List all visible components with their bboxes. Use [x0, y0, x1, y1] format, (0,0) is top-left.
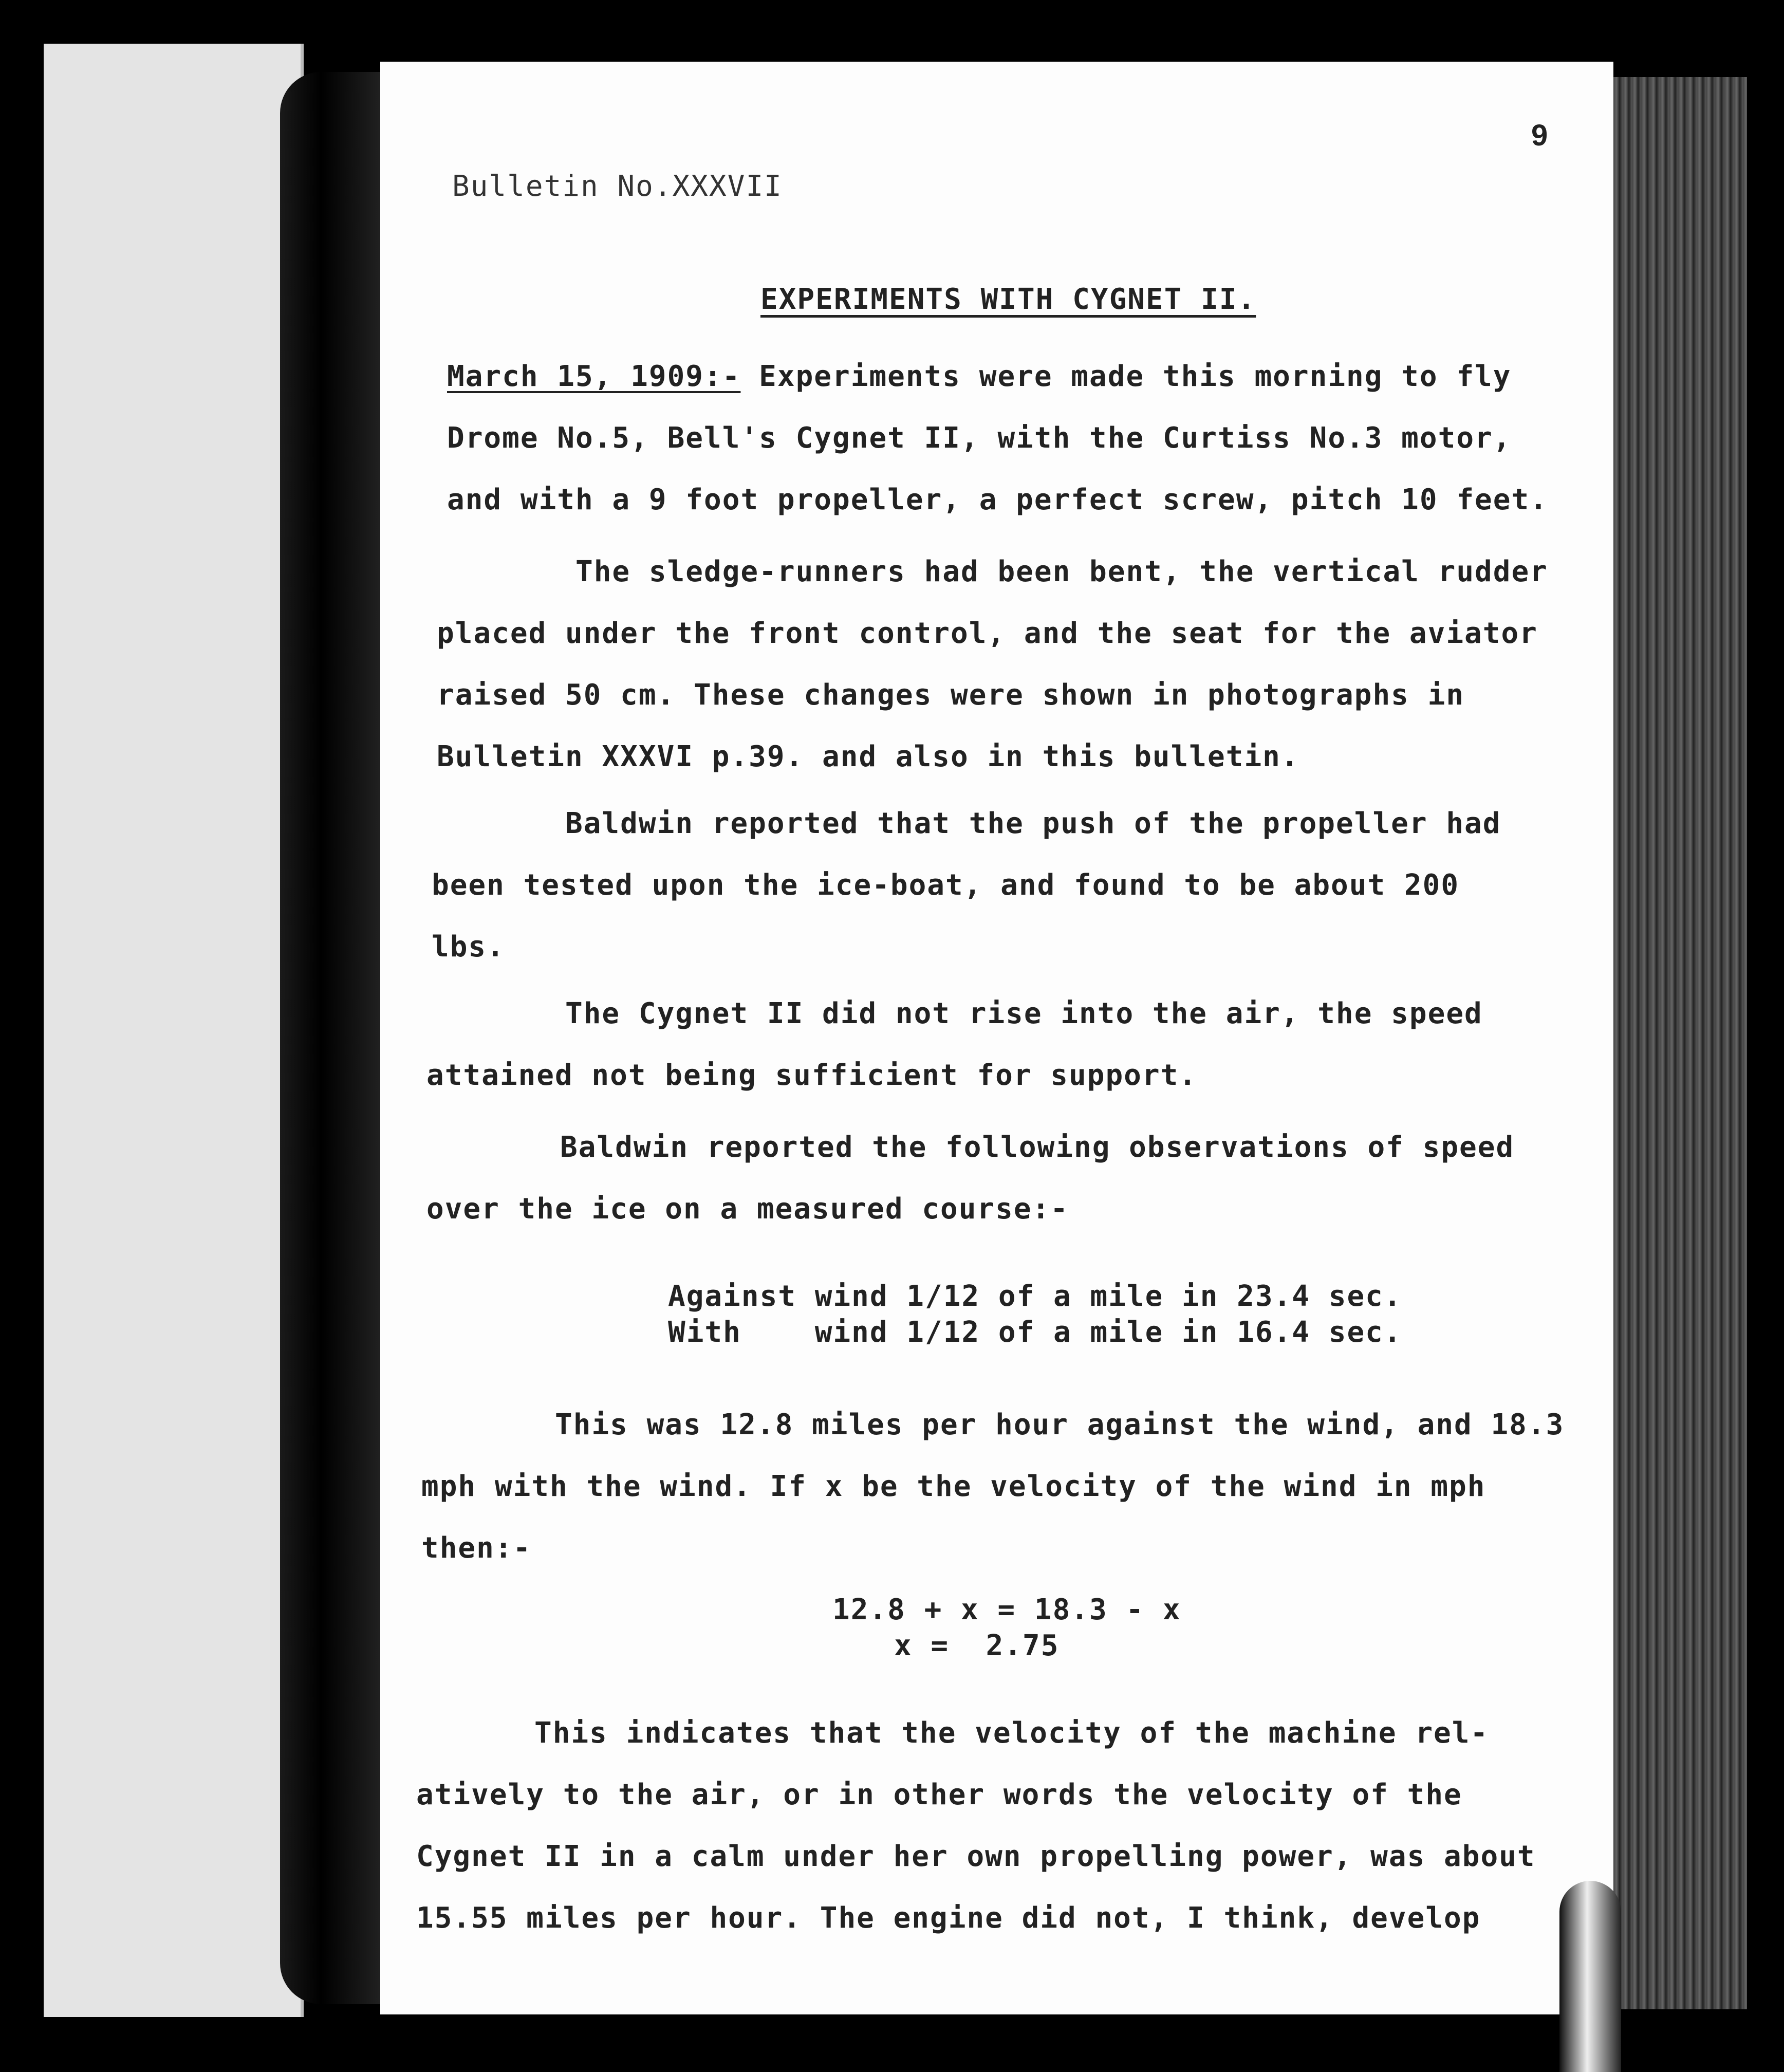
paragraph2-line4: Bulletin XXXVI p.39. and also in this bulletin. — [437, 740, 1299, 773]
book-gutter — [280, 72, 383, 2004]
paragraph1-line3: and with a 9 foot propeller, a perfect screw, pitch 10 feet. — [447, 483, 1548, 516]
pen-tip — [1559, 1881, 1621, 2072]
paragraph3-line2: been tested upon the ice-boat, and found to be about 200 — [432, 868, 1460, 902]
paragraph2-line2: placed under the front control, and the seat for the aviator — [437, 617, 1538, 650]
document-title: EXPERIMENTS WITH CYGNET II. — [760, 283, 1256, 316]
paragraph1-line1-text: Experiments were made this morning to fly — [740, 360, 1512, 393]
entry-date: March 15, 1909:- — [447, 360, 741, 393]
document-page — [380, 62, 1613, 2014]
paragraph2-line1: The sledge-runners had been bent, the vertical rudder — [575, 555, 1548, 588]
page-edges — [1613, 77, 1747, 2009]
equation-line2: x = 2.75 — [894, 1629, 1060, 1662]
speed-row-with: With wind 1/12 of a mile in 16.4 sec. — [668, 1316, 1402, 1349]
paragraph7-line3: Cygnet II in a calm under her own propelling power, was about — [416, 1840, 1536, 1873]
paragraph7-line4: 15.55 miles per hour. The engine did not, I think, develop — [416, 1901, 1481, 1935]
bulletin-header: Bulletin No.XXXVII — [452, 170, 783, 203]
paragraph5-line1: Baldwin reported the following observations of speed — [560, 1131, 1515, 1164]
paragraph3-line3: lbs. — [432, 930, 505, 964]
paragraph4-line1: The Cygnet II did not rise into the air, the speed — [565, 997, 1483, 1030]
paragraph6-line3: then:- — [421, 1531, 532, 1565]
paragraph7-line1: This indicates that the velocity of the machine rel- — [534, 1716, 1489, 1750]
paragraph6-line1: This was 12.8 miles per hour against the wind, and 18.3 — [555, 1408, 1565, 1441]
page-number: 9 — [1531, 119, 1548, 152]
equation-line1: 12.8 + x = 18.3 - x — [832, 1593, 1181, 1626]
paragraph1-line1 — [447, 360, 1511, 393]
facing-page — [44, 44, 304, 2017]
paragraph3-line1: Baldwin reported that the push of the propeller had — [565, 807, 1501, 840]
paragraph2-line3: raised 50 cm. These changes were shown in photographs in — [437, 678, 1465, 712]
paragraph6-line2: mph with the wind. If x be the velocity of the wind in mph — [421, 1470, 1486, 1503]
paragraph1-line2: Drome No.5, Bell's Cygnet II, with the Curtiss No.3 motor, — [447, 421, 1512, 455]
paragraph4-line2: attained not being sufficient for support. — [426, 1059, 1198, 1092]
paragraph7-line2: atively to the air, or in other words the velocity of the — [416, 1778, 1462, 1811]
speed-row-against: Against wind 1/12 of a mile in 23.4 sec. — [668, 1280, 1402, 1313]
paragraph5-line2: over the ice on a measured course:- — [426, 1192, 1069, 1226]
